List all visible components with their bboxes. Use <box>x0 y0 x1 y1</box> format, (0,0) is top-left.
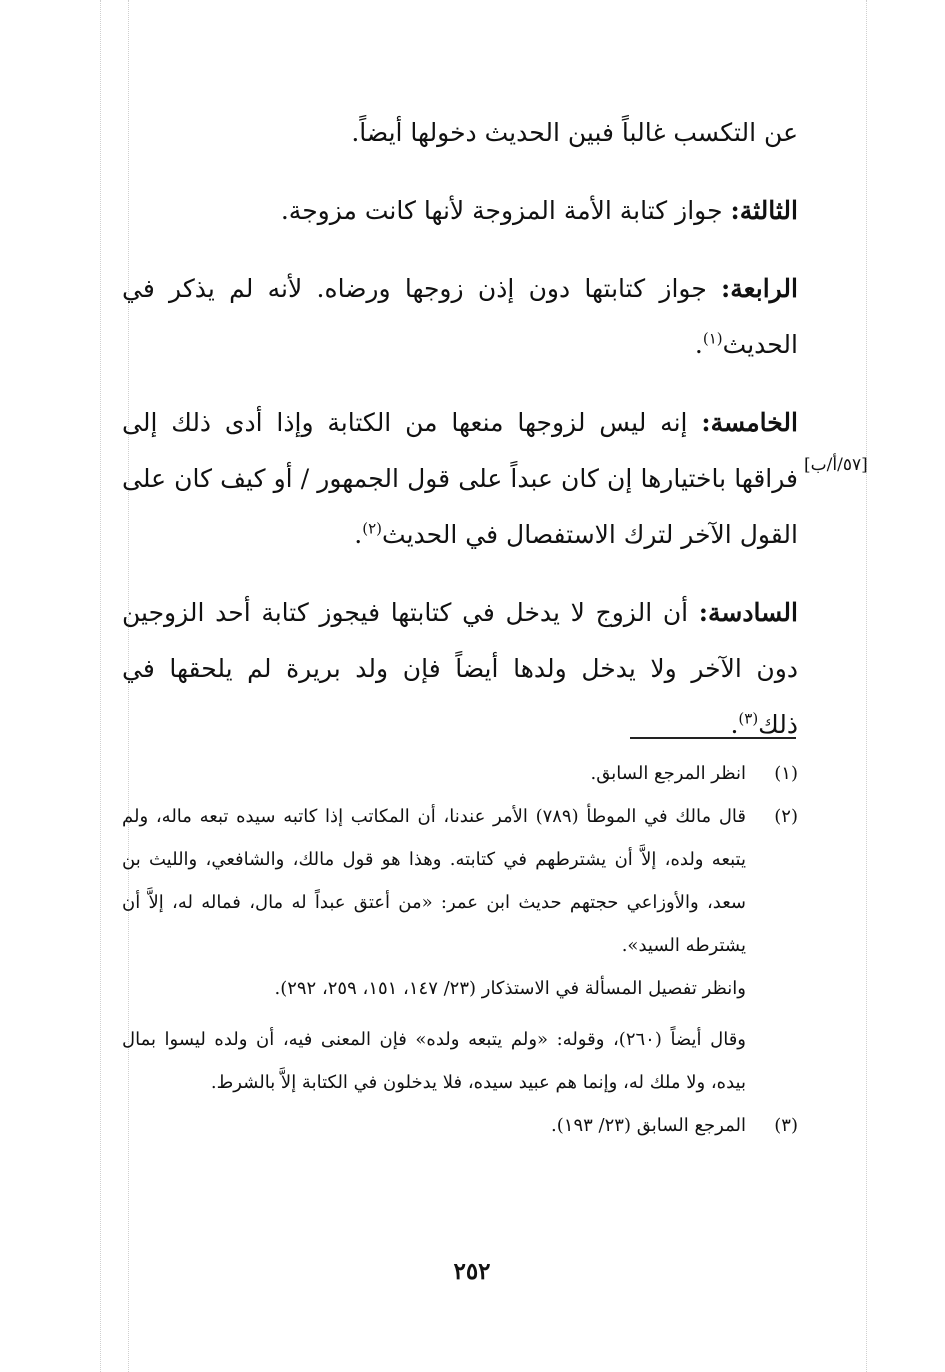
footnote-ref: (٣) <box>738 709 759 728</box>
footnote-item <box>122 795 798 1104</box>
paragraph-text: جواز كتابتها دون إذن زوجها ورضاه. لأنه لم يذكر في الحديث <box>122 274 798 359</box>
footnote-text: انظر المرجع السابق. <box>590 763 746 784</box>
footnote-number: (١) <box>774 763 798 784</box>
paragraph-lead: الثالثة: <box>730 196 798 225</box>
paragraph-sixth <box>122 585 798 753</box>
manuscript-folio-marker: [٥٧/أ/ب] <box>804 455 868 475</box>
paragraph-intro <box>122 105 798 161</box>
paragraph-fourth <box>122 261 798 373</box>
paragraph-text: عن التكسب غالباً فبين الحديث دخولها أيضاً. <box>351 118 798 147</box>
footnote-text: وقال أيضاً (٢٦٠)، وقوله: «ولم يتبعه ولده» فإن المعنى فيه، أن ولده ليسوا بمال بيده، ولا ملك له، وإنما هم عبيد سيده، فلا يدخلون في الكتابة إلاَّ بالشرط. <box>122 1029 746 1093</box>
footnotes <box>122 752 798 1147</box>
footnote-separator <box>630 737 796 739</box>
paragraph-text: جواز كتابة الأمة المزوجة لأنها كانت مزوجة. <box>280 196 731 225</box>
footnote-body <box>122 795 746 1104</box>
footnote-number: (٢) <box>774 806 798 827</box>
paragraph-lead: السادسة: <box>698 598 798 627</box>
paragraph-third <box>122 183 798 239</box>
paragraph-lead: الرابعة: <box>721 274 798 303</box>
footnote-text: قال مالك في الموطأ (٧٨٩) الأمر عندنا، أن المكاتب إذا كاتبه سيده تبعه ماله، ولم يتبعه ولده، إلاَّ أن يشترطهم في كتابته. وهذا هو قول مالك، والشافعي، والليث بن سعد، والأوزاعي حجتهم حديث ابن عمر: «من أعتق عبداً له مال، فماله له، إلاَّ أن يشترطه السيد». <box>122 806 746 956</box>
page-number: ٢٥٢ <box>453 1258 491 1285</box>
paragraph-fifth <box>122 395 798 563</box>
paragraph-text: إنه ليس لزوجها منعها من الكتابة وإذا أدى ذلك إلى فراقها باختيارها إن كان عبداً على قول الجمهور / أو كيف كان على القول الآخر لترك الاستفصال في الحديث <box>122 408 798 549</box>
scan-artifact-line <box>866 0 867 1372</box>
footnote-item <box>122 1104 798 1147</box>
footnote-number: (٣) <box>774 1115 798 1136</box>
paragraph-lead: الخامسة: <box>701 408 798 437</box>
footnote-body <box>122 1104 746 1147</box>
footnote-item <box>122 752 798 795</box>
scan-artifact-line <box>100 0 101 1372</box>
paragraph-tail: . <box>730 710 739 739</box>
footnote-ref: (١) <box>702 329 723 348</box>
footnote-text: المرجع السابق (٢٣/ ١٩٣). <box>551 1115 746 1136</box>
footnote-body <box>122 752 746 795</box>
footnote-ref: (٢) <box>362 519 383 538</box>
footnote-text: وانظر تفصيل المسألة في الاستذكار (٢٣/ ١٤٧، ١٥١، ٢٥٩، ٢٩٢). <box>274 978 746 999</box>
paragraph-text: أن الزوج لا يدخل في كتابتها فيجوز كتابة أحد الزوجين دون الآخر ولا يدخل ولدها أيضاً فإن ولد بريرة لم يلحقها في ذلك <box>122 598 798 739</box>
main-text <box>122 105 798 753</box>
paragraph-tail: . <box>694 330 703 359</box>
paragraph-tail: . <box>354 520 363 549</box>
